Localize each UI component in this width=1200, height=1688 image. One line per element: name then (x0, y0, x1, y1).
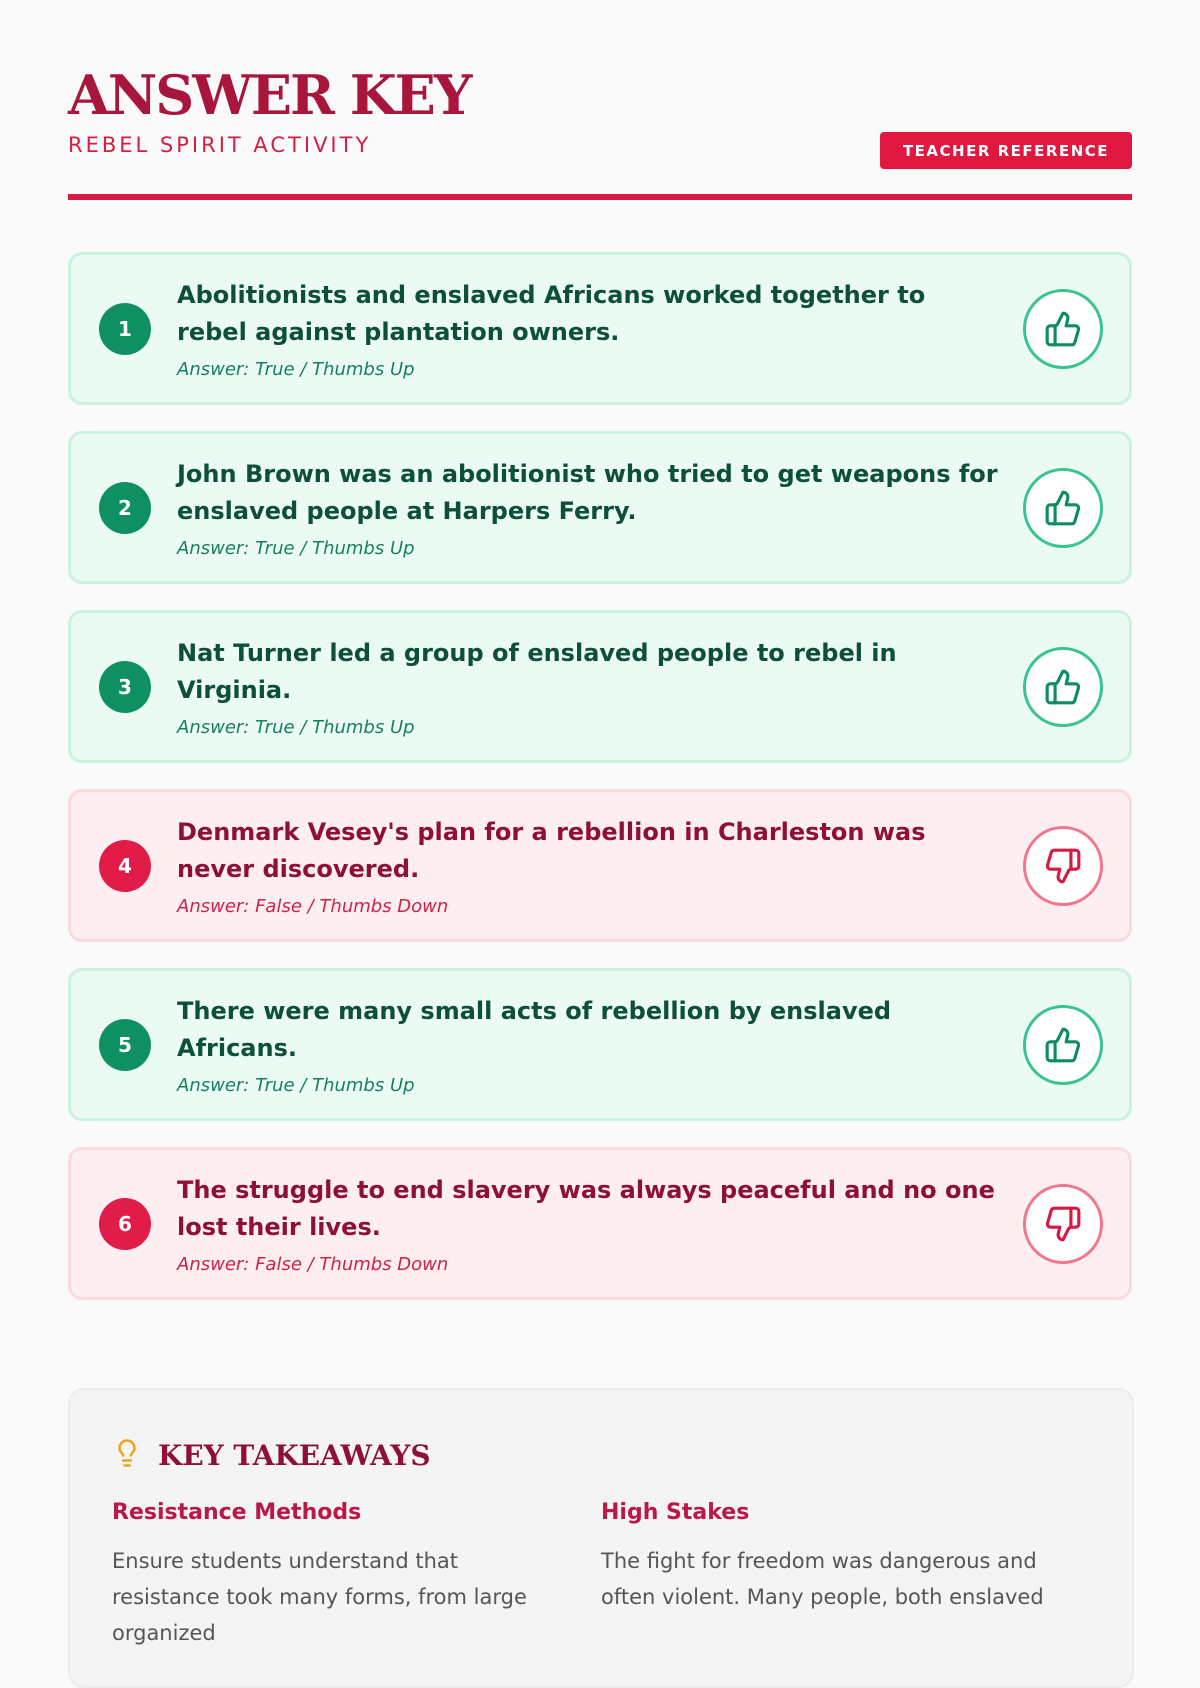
header (68, 0, 1132, 200)
key-takeaways-panel (68, 1388, 1134, 1688)
thumbs-up-icon (1023, 289, 1103, 369)
question-statement: There were many small acts of rebellion by enslaved Africans. (177, 997, 892, 1062)
question-number: 4 (99, 840, 151, 892)
question-answer: Answer: False / Thumbs Down (177, 1254, 449, 1275)
takeaway-heading: High Stakes (601, 1500, 750, 1525)
takeaway-text: The fight for freedom was dangerous and often violent. Many people, both enslaved (601, 1549, 1044, 1609)
takeaway-resistance-methods (112, 1500, 601, 1651)
question-answer: Answer: True / Thumbs Up (177, 359, 415, 380)
question-card-2 (68, 431, 1132, 584)
takeaways-title: KEY TAKEAWAYS (158, 1438, 431, 1472)
question-number: 6 (99, 1198, 151, 1250)
question-list (68, 252, 1132, 1300)
question-statement: John Brown was an abolitionist who tried to get weapons for enslaved people at Harpers Ferry. (177, 460, 998, 525)
thumbs-up-icon (1023, 1005, 1103, 1085)
takeaway-heading: Resistance Methods (112, 1500, 362, 1525)
question-statement: Denmark Vesey's plan for a rebellion in Charleston was never discovered. (177, 818, 926, 883)
question-answer: Answer: True / Thumbs Up (177, 717, 415, 738)
thumbs-up-icon (1023, 468, 1103, 548)
question-statement: The struggle to end slavery was always peaceful and no one lost their lives. (177, 1176, 995, 1241)
question-answer: Answer: False / Thumbs Down (177, 896, 449, 917)
question-card-1 (68, 252, 1132, 405)
question-answer: Answer: True / Thumbs Up (177, 1075, 415, 1096)
question-number: 2 (99, 482, 151, 534)
thumbs-up-icon (1023, 647, 1103, 727)
thumbs-down-icon (1023, 826, 1103, 906)
question-card-6 (68, 1147, 1132, 1300)
question-card-3 (68, 610, 1132, 763)
question-number: 3 (99, 661, 151, 713)
teacher-reference-badge: TEACHER REFERENCE (880, 132, 1132, 169)
question-card-4 (68, 789, 1132, 942)
question-card-5 (68, 968, 1132, 1121)
question-number: 1 (99, 303, 151, 355)
question-statement: Nat Turner led a group of enslaved people to rebel in Virginia. (177, 639, 897, 704)
page-title: ANSWER KEY (68, 63, 471, 127)
page-subtitle: REBEL SPIRIT ACTIVITY (68, 133, 372, 158)
question-answer: Answer: True / Thumbs Up (177, 538, 415, 559)
takeaway-text: Ensure students understand that resistance took many forms, from large organized (112, 1549, 527, 1645)
lightbulb-icon (112, 1436, 142, 1474)
takeaway-high-stakes (601, 1500, 1090, 1651)
question-statement: Abolitionists and enslaved Africans worked together to rebel against plantation owners. (177, 281, 926, 346)
question-number: 5 (99, 1019, 151, 1071)
thumbs-down-icon (1023, 1184, 1103, 1264)
